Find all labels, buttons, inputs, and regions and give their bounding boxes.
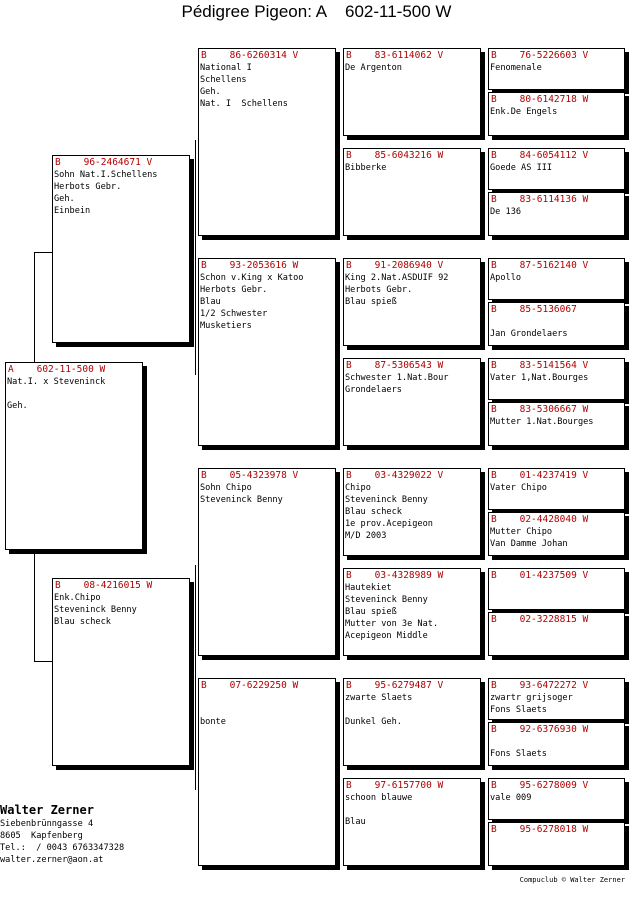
bird-note-line: Grondelaers xyxy=(345,385,402,395)
bird-note-line: Mutter Chipo xyxy=(490,527,553,537)
pedigree-card-g12 xyxy=(488,612,625,656)
bird-note-line xyxy=(490,836,624,848)
bird-notes xyxy=(344,481,480,542)
ring-number: B 96-2464671 V xyxy=(55,157,153,168)
pedigree-card-mff xyxy=(343,468,481,556)
bird-note-line: National I xyxy=(200,63,252,73)
ring-number: B 97-6157700 W xyxy=(346,780,444,791)
bird-note-line: Nat.I. x Steveninck xyxy=(7,377,106,387)
ring-number: B 02-3228815 W xyxy=(491,614,589,625)
ring-number: B 87-5162140 V xyxy=(491,260,589,271)
pedigree-card-g15 xyxy=(488,778,625,820)
bird-note-line: Musketiers xyxy=(200,321,252,331)
bird-notes xyxy=(489,835,624,848)
bird-notes xyxy=(489,525,624,550)
bird-notes xyxy=(344,791,480,828)
bird-note-line: Sohn Chipo xyxy=(200,483,252,493)
ring-number: B 80-6142718 W xyxy=(491,94,589,105)
bird-note-line: Hautekiet xyxy=(345,583,392,593)
bird-note-line: Blau spieß xyxy=(345,297,397,307)
bird-note-line xyxy=(200,704,335,716)
bird-note-line: bonte xyxy=(200,717,226,727)
pedigree-card-g8 xyxy=(488,402,625,446)
pedigree-card-g10 xyxy=(488,512,625,556)
pedigree-card-g7 xyxy=(488,358,625,400)
bird-notes xyxy=(489,481,624,494)
bird-note-line: Schwester 1.Nat.Bour xyxy=(345,373,449,383)
bird-note-line xyxy=(200,692,335,704)
bird-note-line: Herbots Gebr. xyxy=(345,285,413,295)
pedigree-card-g1 xyxy=(488,48,625,90)
pedigree-card-g4 xyxy=(488,192,625,236)
credit-footer: Compuclub © Walter Zerner xyxy=(519,876,625,884)
bird-notes xyxy=(199,691,335,728)
bird-note-line: Blau scheck xyxy=(345,507,402,517)
bird-note-line: zwartr grijsoger xyxy=(490,693,573,703)
pedigree-card-fff xyxy=(343,48,481,136)
bird-note-line: Geh. xyxy=(200,87,221,97)
pedigree-card-ffm xyxy=(343,148,481,236)
ring-number: B 01-4237509 V xyxy=(491,570,589,581)
ring-number: B 91-2086940 V xyxy=(346,260,444,271)
bird-notes xyxy=(344,271,480,308)
bird-notes xyxy=(489,581,624,594)
bird-note-line: Vater Chipo xyxy=(490,483,547,493)
bird-notes xyxy=(344,371,480,396)
ring-number: B 87-5306543 W xyxy=(346,360,444,371)
ring-number: B 85-6043216 W xyxy=(346,150,444,161)
owner-name: Walter Zerner xyxy=(0,803,94,817)
bird-notes xyxy=(6,375,142,412)
bird-notes xyxy=(489,271,624,284)
bird-note-line: vale 009 xyxy=(490,793,532,803)
bird-notes xyxy=(489,161,624,174)
bird-note-line: Geh. xyxy=(7,401,28,411)
bird-note-line: Schellens xyxy=(200,75,247,85)
bird-notes xyxy=(489,105,624,118)
ring-number: B 02-4428040 W xyxy=(491,514,589,525)
connector-line xyxy=(195,565,196,790)
pedigree-card-subject xyxy=(5,362,143,550)
pedigree-card-g2 xyxy=(488,92,625,136)
bird-notes xyxy=(489,625,624,638)
bird-notes xyxy=(489,315,624,340)
bird-notes xyxy=(489,205,624,218)
bird-note-line: Mutter von 3e Nat. xyxy=(345,619,439,629)
pedigree-card-fm xyxy=(198,258,336,446)
bird-notes xyxy=(489,791,624,804)
bird-note-line: Goede AS III xyxy=(490,163,553,173)
bird-notes xyxy=(489,735,624,760)
bird-note-line: De 136 xyxy=(490,207,522,217)
bird-note-line: Steveninck Benny xyxy=(200,495,283,505)
page-title: Pédigree Pigeon: A 602-11-500 W xyxy=(181,2,452,21)
bird-note-line: Fons Slaets xyxy=(490,749,547,759)
bird-notes xyxy=(489,415,624,428)
bird-note-line: Blau xyxy=(200,297,221,307)
bird-notes xyxy=(199,61,335,110)
ring-number: B 83-5306667 W xyxy=(491,404,589,415)
pedigree-card-sire xyxy=(52,155,190,343)
bird-note-line: De Argenton xyxy=(345,63,402,73)
owner-street: Siebenbrünngasse 4 xyxy=(0,819,94,829)
bird-note-line: Dunkel Geh. xyxy=(345,717,402,727)
pedigree-card-mfm xyxy=(343,568,481,656)
ring-number: B 83-6114062 V xyxy=(346,50,444,61)
pedigree-card-g9 xyxy=(488,468,625,510)
bird-notes xyxy=(53,168,189,217)
bird-note-line: M/D 2003 xyxy=(345,531,387,541)
bird-note-line: Sohn Nat.I.Schellens xyxy=(54,170,158,180)
ring-number: B 92-6376930 W xyxy=(491,724,589,735)
bird-note-line: Einbein xyxy=(54,206,91,216)
bird-note-line: Jan Grondelaers xyxy=(490,329,568,339)
pedigree-card-ff xyxy=(198,48,336,236)
bird-notes xyxy=(489,61,624,74)
connector-line xyxy=(34,252,54,253)
ring-number: B 03-4329022 V xyxy=(346,470,444,481)
bird-notes xyxy=(344,61,480,74)
bird-note-line: Schon v.King x Katoo xyxy=(200,273,304,283)
bird-note-line: schoon blauwe xyxy=(345,793,413,803)
ring-number: B 85-5136067 xyxy=(491,304,577,315)
pedigree-card-g6 xyxy=(488,302,625,346)
ring-number: B 76-5226603 V xyxy=(491,50,589,61)
ring-number: B 03-4328989 W xyxy=(346,570,444,581)
bird-notes xyxy=(489,371,624,384)
ring-number: B 05-4323978 V xyxy=(201,470,299,481)
ring-number: B 01-4237419 V xyxy=(491,470,589,481)
ring-number: B 83-6114136 W xyxy=(491,194,589,205)
owner-city: 8605 Kapfenberg xyxy=(0,831,83,841)
bird-notes xyxy=(199,271,335,332)
pedigree-card-g5 xyxy=(488,258,625,300)
bird-note-line: Bibberke xyxy=(345,163,387,173)
pedigree-card-g3 xyxy=(488,148,625,190)
pedigree-card-g13 xyxy=(488,678,625,720)
pedigree-card-dam xyxy=(52,578,190,766)
pedigree-card-mm xyxy=(198,678,336,866)
bird-note-line: 1e prov.Acepigeon xyxy=(345,519,433,529)
bird-note-line: Fenomenale xyxy=(490,63,542,73)
bird-notes xyxy=(344,581,480,642)
pedigree-card-g16 xyxy=(488,822,625,866)
bird-note-line: Fons Slaets xyxy=(490,705,547,715)
bird-note-line: Steveninck Benny xyxy=(345,595,428,605)
connector-line xyxy=(34,661,54,662)
bird-note-line xyxy=(490,736,624,748)
pedigree-card-mf xyxy=(198,468,336,656)
bird-note-line: Apollo xyxy=(490,273,522,283)
bird-note-line: Blau spieß xyxy=(345,607,397,617)
owner-info xyxy=(0,802,124,866)
bird-note-line: Blau xyxy=(345,817,366,827)
pedigree-card-fmf xyxy=(343,258,481,346)
bird-note-line: Steveninck Benny xyxy=(345,495,428,505)
ring-number: B 93-6472272 V xyxy=(491,680,589,691)
bird-notes xyxy=(489,691,624,716)
owner-phone: Tel.: / 0043 6763347328 xyxy=(0,843,125,853)
bird-note-line xyxy=(345,804,480,816)
ring-number: B 95-6278018 W xyxy=(491,824,589,835)
bird-note-line xyxy=(490,582,624,594)
pedigree-card-mmf xyxy=(343,678,481,766)
ring-number: B 93-2053616 W xyxy=(201,260,299,271)
pedigree-card-g11 xyxy=(488,568,625,610)
bird-note-line: Chipo xyxy=(345,483,371,493)
bird-notes xyxy=(344,691,480,728)
bird-note-line xyxy=(490,626,624,638)
pedigree-card-g14 xyxy=(488,722,625,766)
bird-note-line xyxy=(490,316,624,328)
connector-line xyxy=(195,140,196,375)
bird-notes xyxy=(53,591,189,628)
bird-note-line: Nat. I Schellens xyxy=(200,99,288,109)
ring-number: B 95-6279487 V xyxy=(346,680,444,691)
bird-note-line: Acepigeon Middle xyxy=(345,631,428,641)
bird-note-line: Enk.Chipo xyxy=(54,593,101,603)
bird-note-line: King 2.Nat.ASDUIF 92 xyxy=(345,273,449,283)
pedigree-card-mmm xyxy=(343,778,481,866)
ring-number: B 95-6278009 V xyxy=(491,780,589,791)
pedigree-card-fmm xyxy=(343,358,481,446)
bird-note-line: Herbots Gebr. xyxy=(200,285,268,295)
ring-number: B 08-4216015 W xyxy=(55,580,153,591)
bird-note-line: zwarte Slaets xyxy=(345,693,413,703)
bird-note-line: Mutter 1.Nat.Bourges xyxy=(490,417,594,427)
bird-notes xyxy=(199,481,335,506)
ring-number: B 07-6229250 W xyxy=(201,680,299,691)
bird-note-line: 1/2 Schwester xyxy=(200,309,268,319)
ring-number: B 86-6260314 V xyxy=(201,50,299,61)
ring-number: B 83-5141564 V xyxy=(491,360,589,371)
bird-note-line: Blau scheck xyxy=(54,617,111,627)
bird-note-line: Vater 1,Nat.Bourges xyxy=(490,373,589,383)
bird-note-line: Van Damme Johan xyxy=(490,539,568,549)
ring-number: A 602-11-500 W xyxy=(8,364,106,375)
bird-note-line: Herbots Gebr. xyxy=(54,182,122,192)
bird-note-line: Enk.De Engels xyxy=(490,107,558,117)
ring-number: B 84-6054112 V xyxy=(491,150,589,161)
owner-email: walter.zerner@aon.at xyxy=(0,855,104,865)
bird-note-line xyxy=(7,388,142,400)
bird-note-line: Geh. xyxy=(54,194,75,204)
bird-notes xyxy=(344,161,480,174)
bird-note-line xyxy=(345,704,480,716)
bird-note-line: Steveninck Benny xyxy=(54,605,137,615)
